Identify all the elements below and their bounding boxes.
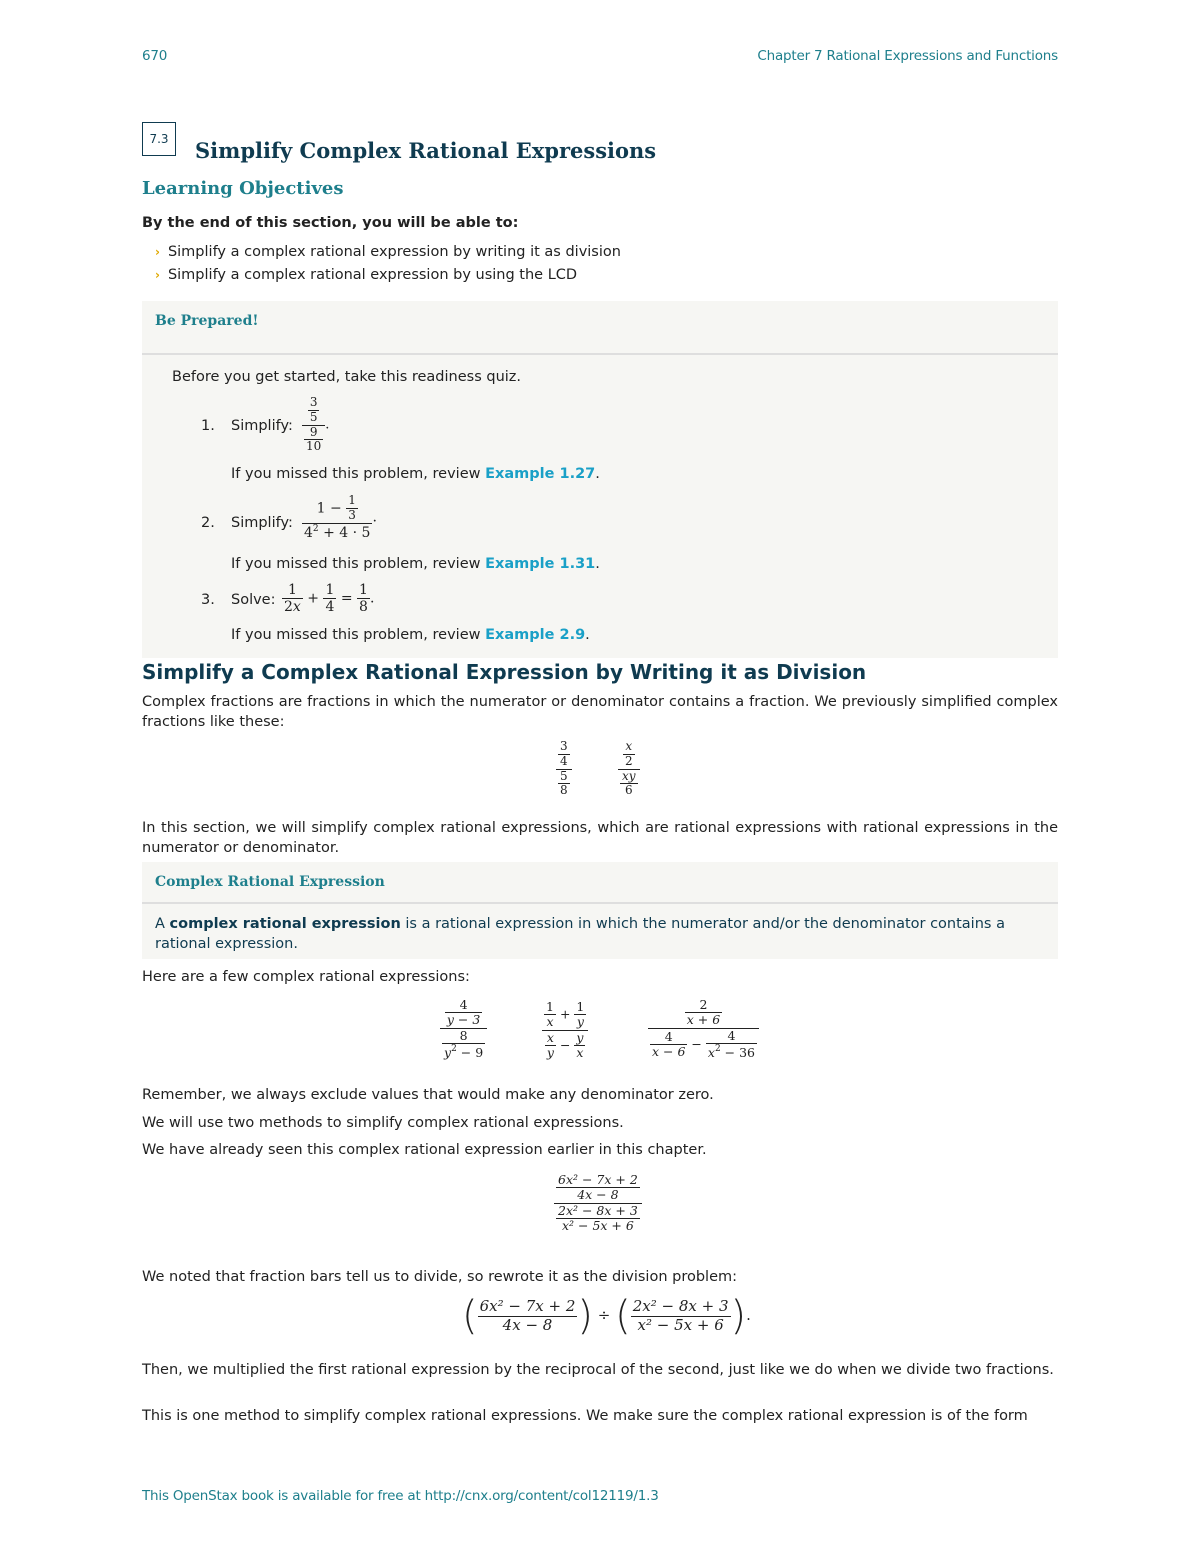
example-link[interactable]: Example 1.27	[485, 466, 596, 482]
paragraph: We noted that fraction bars tell us to divide, so rewrote it as the division problem:	[142, 1269, 737, 1285]
complex-rational-expression: $\frac{\frac{\text{6x² − 7x + 2}}{4x - 8}}{\frac{\text{2x² − 8x + 3}}{\text{x² − 5x + 6}}}$	[554, 1173, 642, 1234]
quiz-review: If you missed this problem, review Example 2.9.	[231, 627, 590, 643]
paragraph: Then, we multiplied the first rational expression by the reciprocal of the second, just like we do when we divide two fractions.	[142, 1362, 1054, 1378]
complex-fraction: 1 − $\frac{1}{3}$ $4^2 + 4 \cdot 5$	[304, 493, 371, 541]
quiz-review: If you missed this problem, review Example 1.31.	[231, 556, 600, 572]
paragraph: Complex fractions are fractions in which the numerator or denominator contains a fraction. We previously simplified complex fractions like these:	[142, 694, 1058, 730]
be-prepared-title: Be Prepared!	[142, 301, 1058, 355]
example-expression-1: $\frac{\frac{4}{y - 3}}{\frac{8}{y^2 - 9}}$	[440, 998, 487, 1061]
chapter-title: Chapter 7 Rational Expressions and Functions	[757, 48, 1058, 64]
paragraph: This is one method to simplify complex rational expressions. We make sure the complex rational expression is of the form	[142, 1408, 1028, 1424]
paragraph: Remember, we always exclude values that would make any denominator zero.	[142, 1087, 714, 1103]
quiz-prompt: Solve:	[231, 592, 276, 608]
example-complex-fraction-2: $\frac{\frac{x}{2}}{\frac{xy}{6}}$	[618, 740, 640, 798]
page-number: 670	[142, 48, 168, 64]
quiz-intro: Before you get started, take this readiness quiz.	[172, 369, 522, 385]
definition-text: A complex rational expression is a rational expression in which the numerator and/or the denominator contains a rational expression.	[155, 916, 1005, 952]
paragraph: We will use two methods to simplify complex rational expressions.	[142, 1115, 624, 1131]
quiz-review: If you missed this problem, review Example 1.27.	[231, 466, 600, 482]
definition-title: Complex Rational Expression	[142, 862, 1058, 904]
complex-fraction: $\frac{\frac{3}{5}}{\frac{9}{10}}$	[302, 396, 325, 454]
chevron-right-icon: ›	[155, 268, 160, 282]
example-expression-3: $\frac{2}{x + 6}$ $\frac{4}{x - 6}$ − $\frac{4}{x^2 - 36}$	[648, 998, 759, 1061]
section-number: 7.3	[142, 122, 176, 156]
example-link[interactable]: Example 1.31	[485, 556, 596, 572]
paragraph: Here are a few complex rational expressions:	[142, 969, 470, 985]
objective-item: › Simplify a complex rational expression by writing it as division	[155, 244, 621, 260]
quiz-number: 2.	[201, 515, 215, 531]
example-complex-fraction-1: $\frac{\frac{3}{4}}{\frac{5}{8}}$	[556, 740, 572, 798]
quiz-number: 1.	[201, 418, 215, 434]
paragraph: We have already seen this complex rational expression earlier in this chapter.	[142, 1142, 707, 1158]
division-expression: ( $\frac{\text{6x² − 7x + 2}}{4x - 8}$ ) ÷ ( $\frac{\text{2x² − 8x + 3}}{\text{x² − 5x + 6}}$ ).	[462, 1293, 751, 1339]
quiz-number: 3.	[201, 592, 215, 608]
definition-term: complex rational expression	[169, 916, 401, 932]
objectives-title: Learning Objectives	[142, 178, 344, 199]
example-link[interactable]: Example 2.9	[485, 627, 586, 643]
section-heading: Simplify a Complex Rational Expression by Writing it as Division	[142, 660, 867, 684]
footer-link-text: This OpenStax book is available for free at http://cnx.org/content/col12119/1.3	[142, 1488, 659, 1504]
quiz-1-math: $\frac{\frac{3}{5}}{\frac{9}{10}}$ .	[302, 396, 329, 454]
quiz-3-math: $\frac{1}{2x}$ + $\frac{1}{4}$ = $\frac{1}{8}$ .	[284, 582, 375, 616]
quiz-2-math: 1 − $\frac{1}{3}$ $4^2 + 4 \cdot 5$ .	[304, 493, 377, 541]
paragraph: In this section, we will simplify complex rational expressions, which are rational expressions with rational expressions in the numerator or denominator.	[142, 820, 1058, 856]
example-expression-2: $\frac{1}{x}$ + $\frac{1}{y}$ $\frac{x}{y}$ − $\frac{y}{x}$	[542, 1000, 588, 1061]
quiz-prompt: Simplify:	[231, 418, 293, 434]
quiz-prompt: Simplify:	[231, 515, 293, 531]
objectives-intro: By the end of this section, you will be able to:	[142, 215, 519, 231]
objective-item: › Simplify a complex rational expression by using the LCD	[155, 267, 578, 283]
section-title: Simplify Complex Rational Expressions	[195, 138, 657, 163]
chevron-right-icon: ›	[155, 245, 160, 259]
